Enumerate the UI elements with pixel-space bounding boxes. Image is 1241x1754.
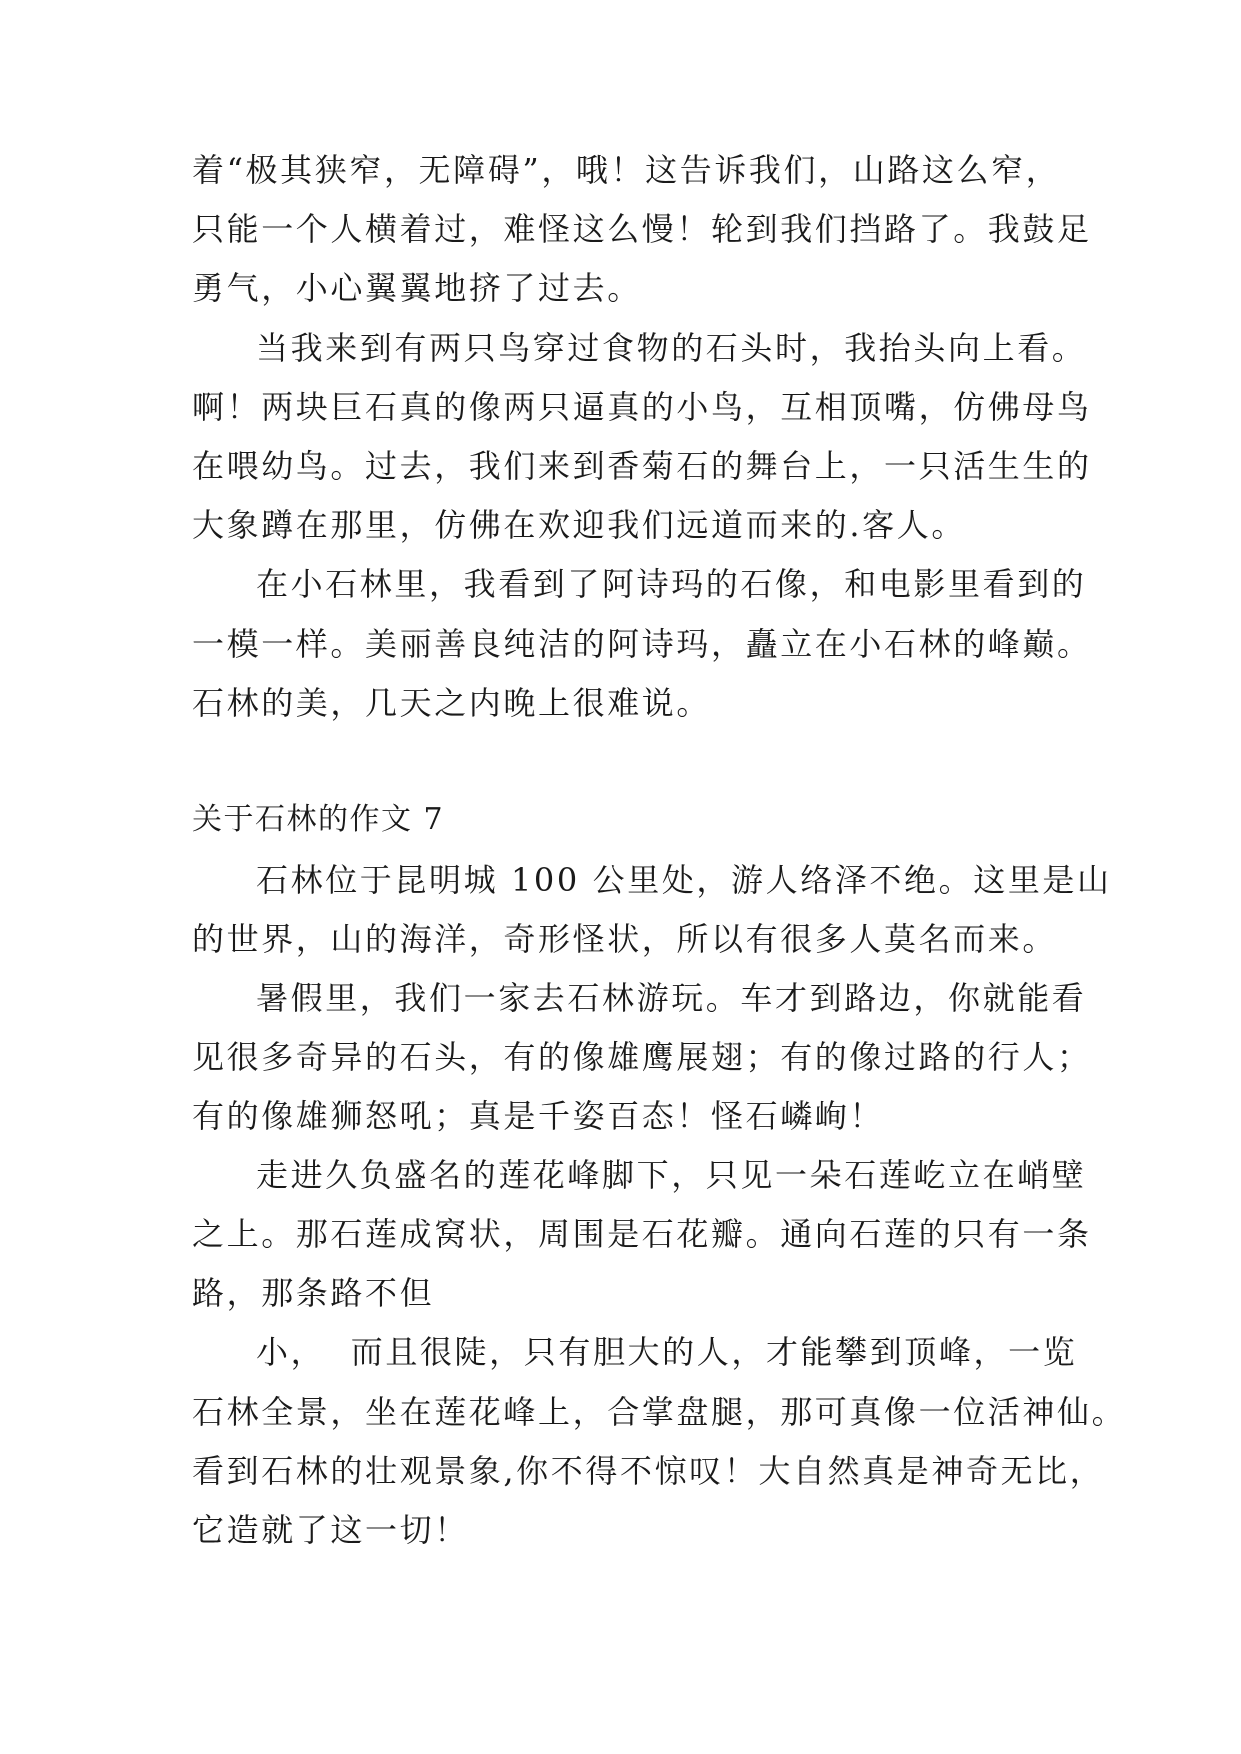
paragraph-2-line-1: 当我来到有两只鸟穿过食物的石头时，我抬头向上看。 (256, 329, 1087, 367)
paragraph-2-line-4: 大象蹲在那里，仿佛在欢迎我们远道而来的.客人。 (192, 506, 966, 544)
paragraph-2-line-3: 在喂幼鸟。过去，我们来到香菊石的舞台上，一只活生生的 (192, 447, 1092, 485)
paragraph-3-line-2: 一模一样。美丽善良纯洁的阿诗玛，矗立在小石林的峰巅。 (192, 625, 1092, 663)
paragraph-5-line-3: 有的像雄狮怒吼；真是千姿百态！怪石嶙峋！ (192, 1097, 885, 1135)
paragraph-2-line-2: 啊！两块巨石真的像两只逼真的小鸟，互相顶嘴，仿佛母鸟 (192, 388, 1092, 426)
paragraph-6-line-2: 之上。那石莲成窝状，周围是石花瓣。通向石莲的只有一条 (192, 1215, 1092, 1253)
paragraph-5-line-2: 见很多奇异的石头，有的像雄鹰展翅；有的像过路的行人； (192, 1038, 1092, 1076)
paragraph-7-line-4: 它造就了这一切！ (192, 1511, 469, 1549)
paragraph-7-line-1: 小， 而且很陡，只有胆大的人，才能攀到顶峰，一览 (256, 1333, 1078, 1371)
paragraph-4-line-2: 的世界，山的海洋，奇形怪状，所以有很多人莫名而来。 (192, 920, 1058, 958)
paragraph-3-line-1: 在小石林里，我看到了阿诗玛的石像，和电影里看到的 (256, 565, 1087, 603)
section-title: 关于石林的作文 7 (192, 802, 445, 837)
paragraph-1-line-1: 着“极其狭窄，无障碍”，哦！这告诉我们，山路这么窄， (192, 151, 1061, 189)
paragraph-7-line-3: 看到石林的壮观景象,你不得不惊叹！大自然真是神奇无比， (192, 1452, 1105, 1490)
paragraph-4-line-1: 石林位于昆明城 100 公里处，游人络泽不绝。这里是山 (256, 861, 1112, 899)
paragraph-7-line-2: 石林全景，坐在莲花峰上，合掌盘腿，那可真像一位活神仙。 (192, 1393, 1127, 1431)
paragraph-5-line-1: 暑假里，我们一家去石林游玩。车才到路边，你就能看 (256, 979, 1087, 1017)
paragraph-1-line-2: 只能一个人横着过，难怪这么慢！轮到我们挡路了。我鼓足 (192, 210, 1092, 248)
paragraph-6-line-1: 走进久负盛名的莲花峰脚下，只见一朵石莲屹立在峭壁 (256, 1156, 1087, 1194)
paragraph-1-line-3: 勇气，小心翼翼地挤了过去。 (192, 269, 642, 307)
paragraph-3-line-3: 石林的美，几天之内晚上很难说。 (192, 684, 712, 722)
paragraph-6-line-3: 路，那条路不但 (192, 1274, 435, 1312)
